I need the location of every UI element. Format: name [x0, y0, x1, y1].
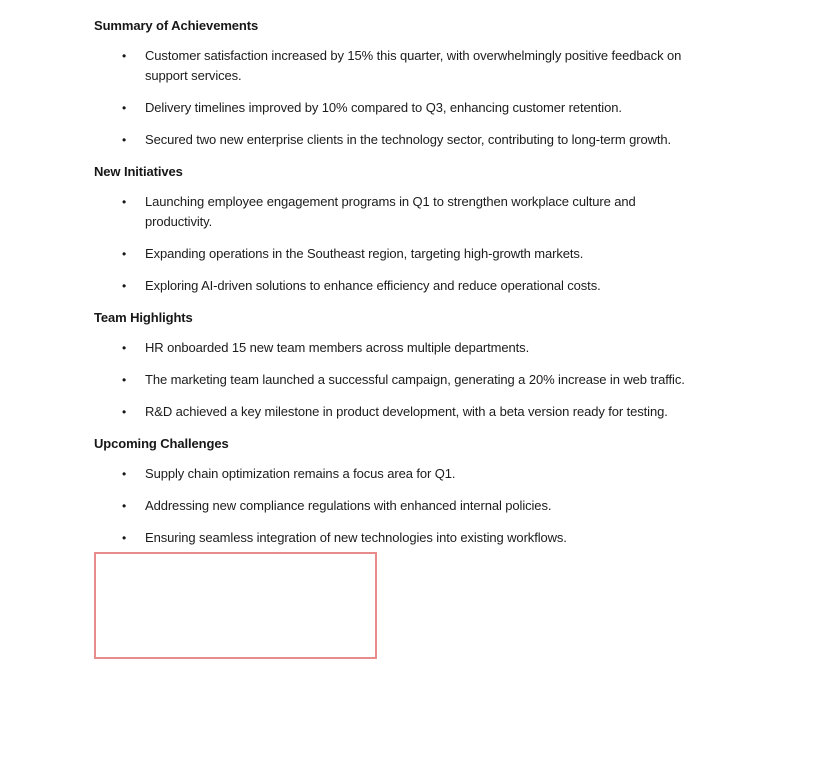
bullet-icon: • [122, 279, 127, 293]
list-item-text [145, 244, 583, 264]
list-item [94, 402, 792, 422]
list-item-text [145, 402, 668, 422]
bullet-icon: • [122, 49, 127, 63]
text-line: Ensuring seamless integration of new technologies into existing workflows. [145, 530, 567, 545]
bullet-icon: • [122, 341, 127, 355]
list-item [94, 496, 792, 516]
list-item [94, 46, 792, 86]
bullet-icon: • [122, 499, 127, 513]
text-line: Delivery timelines improved by 10% compared to Q3, enhancing customer retention. [145, 100, 622, 115]
empty-text-box[interactable] [94, 552, 377, 659]
list-item [94, 244, 792, 264]
text-line: Supply chain optimization remains a focus area for Q1. [145, 466, 456, 481]
text-line: Exploring AI-driven solutions to enhance efficiency and reduce operational costs. [145, 278, 601, 293]
section-heading: New Initiatives [94, 164, 183, 179]
list-item-text [145, 192, 636, 232]
list-item-text [145, 130, 671, 150]
text-line: Expanding operations in the Southeast region, targeting high-growth markets. [145, 246, 584, 261]
list-item [94, 528, 792, 548]
bullet-icon: • [122, 133, 127, 147]
section-heading: Summary of Achievements [94, 18, 259, 33]
text-line: support services. [145, 68, 242, 83]
text-line: The marketing team launched a successful campaign, generating a 20% increase in web traffic. [145, 372, 685, 387]
bullet-icon: • [122, 373, 127, 387]
list-item [94, 130, 792, 150]
document-content [94, 16, 792, 548]
list-item [94, 464, 792, 484]
section-heading: Team Highlights [94, 310, 193, 325]
list-item-text [145, 496, 551, 516]
text-line: Addressing new compliance regulations with enhanced internal policies. [145, 498, 552, 513]
list-item-text [145, 46, 681, 86]
text-line: productivity. [145, 214, 213, 229]
bullet-icon: • [122, 247, 127, 261]
list-item-text [145, 370, 685, 390]
list-item-text [145, 338, 529, 358]
list-item-text [145, 464, 455, 484]
text-line: HR onboarded 15 new team members across multiple departments. [145, 340, 530, 355]
text-line: Customer satisfaction increased by 15% this quarter, with overwhelmingly positive feedback on [145, 48, 682, 63]
bullet-icon: • [122, 405, 127, 419]
bullet-icon: • [122, 101, 127, 115]
text-line: R&D achieved a key milestone in product development, with a beta version ready for testing. [145, 404, 668, 419]
list-item-text [145, 528, 567, 548]
bullet-icon: • [122, 195, 127, 209]
bullet-icon: • [122, 467, 127, 481]
text-line: Launching employee engagement programs in Q1 to strengthen workplace culture and [145, 194, 636, 209]
list-item [94, 276, 792, 296]
list-item [94, 338, 792, 358]
text-line: Secured two new enterprise clients in the technology sector, contributing to long-term growth. [145, 132, 672, 147]
list-item [94, 98, 792, 118]
list-item-text [145, 276, 601, 296]
bullet-icon: • [122, 531, 127, 545]
section-heading: Upcoming Challenges [94, 436, 229, 451]
list-item-text [145, 98, 622, 118]
list-item [94, 192, 792, 232]
list-item [94, 370, 792, 390]
